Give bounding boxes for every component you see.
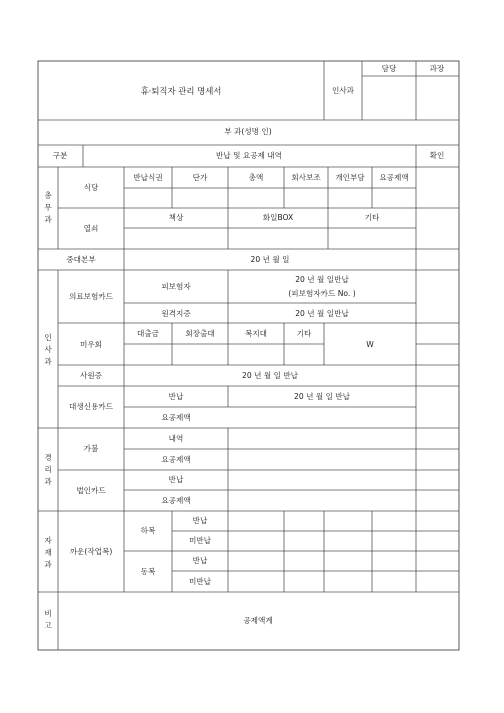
- cafeteria-header-personal-share: 개인부담: [335, 173, 365, 182]
- work-uniform-label: 까운(작업복): [69, 547, 113, 556]
- form-title: 휴·퇴직자 관리 명세서: [140, 86, 222, 96]
- content-header: 반납 및 요공제 내역: [216, 151, 282, 160]
- keys-header-file-box: 화일BOX: [262, 213, 294, 222]
- keys-header-desk: 책상: [168, 213, 184, 222]
- cafeteria-label: 식당: [83, 183, 99, 192]
- mutual-aid-header-loan: 대출금: [136, 329, 160, 338]
- corporate-card-deduction-label: 요공제액: [161, 496, 191, 505]
- cafeteria-header-total: 총액: [248, 173, 264, 182]
- corporate-card-returned-label: 반납: [168, 475, 184, 484]
- winter-returned-label: 반납: [192, 556, 208, 565]
- advance-detail-label: 내역: [168, 434, 184, 443]
- cafeteria-header-company-subsidy: 회사보조: [291, 173, 321, 182]
- keys-header-other: 기타: [364, 213, 380, 222]
- cafeteria-header-returned-tickets: 반납식권: [133, 173, 163, 182]
- mutual-aid-total-unit: W: [366, 340, 374, 349]
- mutual-aid-header-welfare: 복지대: [244, 329, 268, 338]
- approver-in-charge-label: 담당: [381, 64, 397, 73]
- credit-card-label: 대생신용카드: [68, 402, 114, 411]
- central-hq-label: 중대본부: [66, 255, 96, 264]
- credit-card-returned-label: 반납: [168, 392, 184, 401]
- summer-returned-label: 반납: [192, 516, 208, 525]
- winter-uniform-label: 동복: [140, 567, 156, 576]
- confirm-header: 확인: [429, 151, 445, 160]
- general-affairs-group-label: 총무과: [44, 191, 52, 224]
- personnel-group-label: 인사과: [44, 333, 52, 366]
- central-hq-return-date: 20 년 월 일: [250, 255, 290, 264]
- insured-label: 피보험자: [161, 282, 191, 291]
- insured-return-date: 20 년 월 일반납: [295, 275, 349, 284]
- advance-deduction-label: 요공제액: [161, 455, 191, 464]
- mutual-aid-header-president: 회장출대: [185, 329, 215, 338]
- credit-card-deduction-label: 요공제액: [161, 413, 191, 422]
- advance-label: 가불: [83, 444, 99, 453]
- summer-not-returned-label: 미반납: [188, 536, 212, 545]
- insurance-card-label: 의료보험카드: [68, 292, 114, 301]
- insured-card-number-note: (피보험자카드 No. ): [288, 289, 356, 298]
- summer-uniform-label: 하복: [140, 526, 156, 535]
- manager-signature-box[interactable]: [417, 77, 458, 119]
- category-header: 구분: [52, 151, 68, 160]
- accounting-group-label: 경리과: [44, 453, 52, 486]
- employee-id-return-date: 20 년 월 일 반납: [242, 371, 298, 380]
- dept-personnel-label: 인사과: [331, 86, 355, 95]
- cafeteria-header-unit-price: 단가: [192, 173, 208, 182]
- cafeteria-header-deduction: 요공제액: [379, 173, 409, 182]
- remarks-label: 비고: [44, 609, 52, 630]
- winter-not-returned-label: 미반납: [188, 577, 212, 586]
- credit-card-return-date: 20 년 월 일 반납: [294, 392, 350, 401]
- original-cert-return-date: 20 년 월 일반납: [295, 309, 349, 318]
- employee-id-label: 사원증: [79, 371, 103, 380]
- materials-group-label: 자재과: [44, 536, 52, 569]
- mutual-aid-label: 미우회: [79, 340, 103, 349]
- corporate-card-label: 법인카드: [76, 486, 106, 495]
- approver-manager-label: 과장: [429, 64, 445, 73]
- department-name-line: 부 과(성명 인): [224, 127, 272, 136]
- mutual-aid-header-other: 기타: [296, 329, 312, 338]
- original-cert-label: 원격지증: [161, 309, 191, 318]
- in-charge-signature-box[interactable]: [363, 77, 415, 119]
- keys-label: 열쇠: [83, 224, 99, 233]
- total-deduction-label: 공제액계: [243, 616, 273, 625]
